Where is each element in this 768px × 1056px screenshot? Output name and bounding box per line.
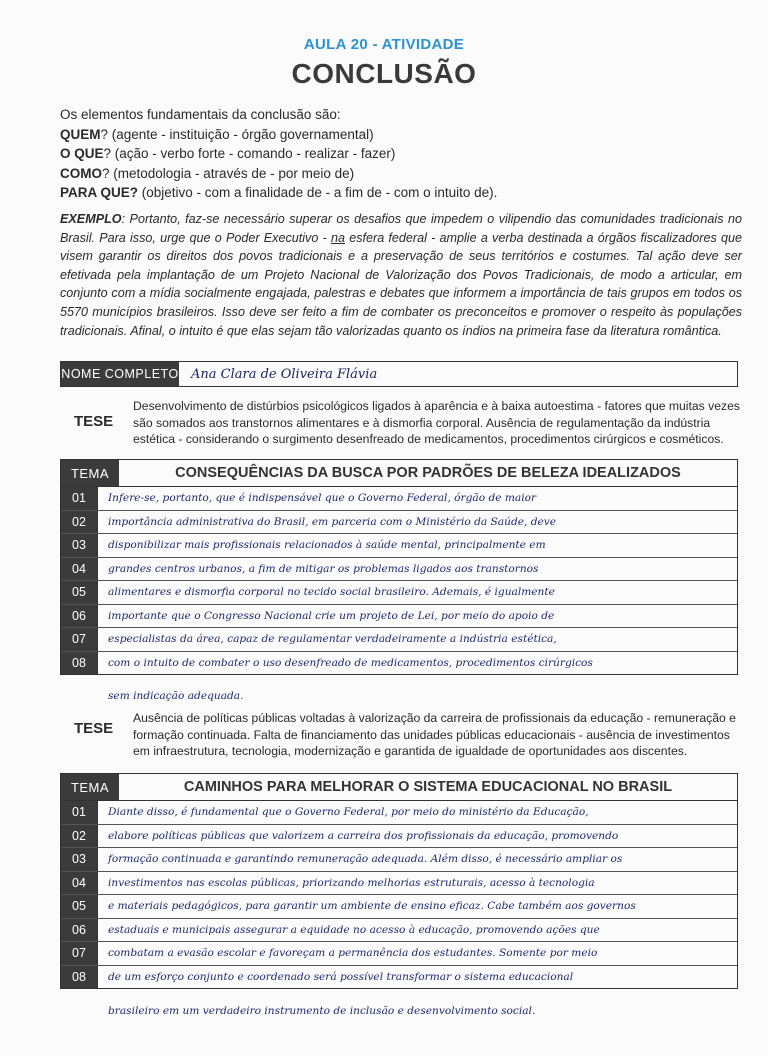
name-field-label: NOME COMPLETO bbox=[61, 362, 179, 386]
lesson-label: AULA 20 - ATIVIDADE bbox=[303, 36, 465, 53]
tese-label-2: TESE bbox=[74, 720, 114, 737]
element-para-que: PARA QUE? (objetivo - com a finalidade de - a fim de - com o intuito de). bbox=[60, 185, 498, 200]
essay-line: 03 disponibilizar mais profissionais relacionados à saúde mental, principalmente em bbox=[61, 534, 737, 558]
essay-overflow-line-1: sem indicação adequada. bbox=[108, 690, 244, 702]
tema-label: TEMA bbox=[61, 774, 119, 800]
element-quem: QUEM? (agente - instituição - órgão governamental) bbox=[60, 126, 374, 142]
element-o-que: O QUE? (ação - verbo forte - comando - realizar - fazer) bbox=[60, 146, 396, 161]
conclusion-elements bbox=[60, 105, 740, 203]
essay-block-1 bbox=[60, 459, 738, 675]
name-field-value: Ana Clara de Oliveira Flávia bbox=[191, 366, 378, 382]
essay-line: 07 combatam a evasão escolar e favoreçam a permanência dos estudantes. Somente por meio bbox=[61, 942, 737, 966]
theme-title: CONSEQUÊNCIAS DA BUSCA POR PADRÕES DE BELEZA IDEALIZADOS bbox=[175, 465, 681, 481]
essay-line: 02 elabore políticas públicas que valorizem a carreira dos profissionais da educação, promovendo bbox=[61, 825, 737, 849]
essay-line: 02 importância administrativa do Brasil, em parceria com o Ministério da Saúde, deve bbox=[61, 511, 737, 535]
essay-line: 05 e materiais pedagógicos, para garantir um ambiente de ensino eficaz. Cabe também aos governos bbox=[61, 895, 737, 919]
essay-line: 03 formação continuada e garantindo remuneração adequada. Além disso, é necessário ampliar os bbox=[61, 848, 737, 872]
elements-intro: Os elementos fundamentais da conclusão são: bbox=[60, 107, 341, 122]
essay-line: 04 investimentos nas escolas públicas, priorizando melhorias estruturais, acesso à tecnologia bbox=[61, 872, 737, 896]
essay-line: 08 de um esforço conjunto e coordenado será possível transformar o sistema educacional bbox=[61, 966, 737, 989]
name-field bbox=[60, 361, 738, 387]
theme-title: CAMINHOS PARA MELHORAR O SISTEMA EDUCACIONAL NO BRASIL bbox=[183, 779, 673, 795]
essay-line: 06 importante que o Congresso Nacional crie um projeto de Lei, por meio do apoio de bbox=[61, 605, 737, 629]
essay-line: 05 alimentares e dismorfia corporal no tecido social brasileiro. Ademais, é igualmente bbox=[61, 581, 737, 605]
essay-line: 07 especialistas da área, capaz de regulamentar verdadeiramente a indústria estética, bbox=[61, 628, 737, 652]
example-paragraph: EXEMPLO: Portanto, faz-se necessário superar os desafios que impedem o vilipendio das comunidades tradicionais no Brasil. Para isso, urge que o Poder Executivo - na esfera federal - amplie a verba destinada a órgãos fiscalizadores que visem garantir os direitos dos povos tradicionais e a preservação de seus territórios e costumes. Tal ação deve ser efetivada pela implantação de um Projeto Nacional de Valorização dos Povos Tradicionais, de modo a articular, em conjunto com a mídia socialmente engajada, palestras e debates que informem a importância de tais grupos em todos os 5570 municípios brasileiros. Isso deve ser feito a fim de combater os preconceitos e promover o respeito às populações tradicionais. Afinal, o intuito é que elas sejam tão valorizadas quanto os índios na primeira fase da literatura romântica. bbox=[60, 212, 742, 338]
tema-label: TEMA bbox=[61, 460, 119, 486]
essay-line: 08 com o intuito de combater o uso desenfreado de medicamentos, procedimentos cirúrgicos bbox=[61, 652, 737, 675]
tese-text-1: Desenvolvimento de distúrbios psicológicos ligados à aparência e à baixa autoestima - fatores que muitas vezes são somados aos transtornos alimentares e à dismorfia corporal. Ausência de regulamentação da indústria estética - considerando o surgimento desenfreado de medicamentos, procedimentos cirúrgicos e cosméticos. bbox=[133, 399, 741, 446]
element-como: COMO? (metodologia - através de - por meio de) bbox=[60, 165, 355, 181]
essay-line: 01 Diante disso, é fundamental que o Governo Federal, por meio do ministério da Educação, bbox=[61, 801, 737, 825]
essay-block-2 bbox=[60, 773, 738, 989]
tese-label-1: TESE bbox=[74, 413, 114, 430]
essay-line: 06 estaduais e municipais assegurar a equidade no acesso à educação, promovendo ações que bbox=[61, 919, 737, 943]
essay-line: 04 grandes centros urbanos, a fim de mitigar os problemas ligados aos transtornos bbox=[61, 558, 737, 582]
page-title: CONCLUSÃO bbox=[291, 58, 477, 89]
essay-line: 01 Infere-se, portanto, que é indispensável que o Governo Federal, órgão de maior bbox=[61, 487, 737, 511]
essay-overflow-line-2: brasileiro em um verdadeiro instrumento de inclusão e desenvolvimento social. bbox=[108, 1005, 536, 1017]
tese-text-2: Ausência de políticas públicas voltadas à valorização da carreira de profissionais da educação - remuneração e formação continuada. Falta de financiamento das unidades públicas educacionais - ausência de investimentos em infraestrutura, tecnologia, modernização e garantida de igualdade de oportunidades aos discentes. bbox=[133, 711, 736, 758]
